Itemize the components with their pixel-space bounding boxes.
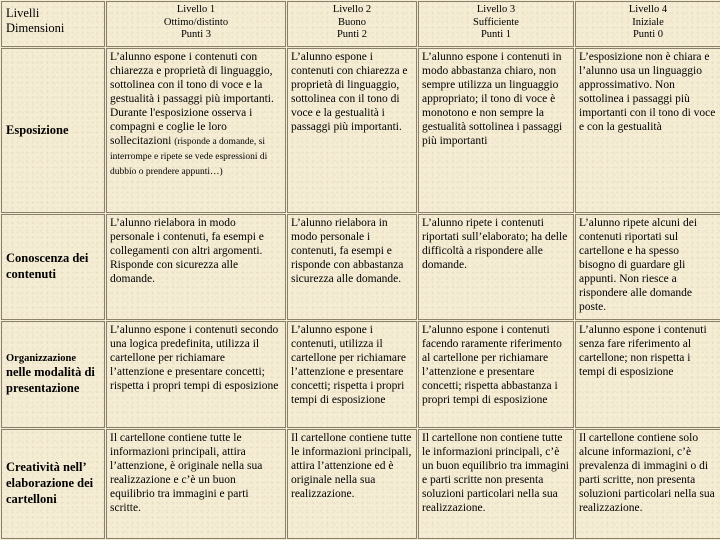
- dimension-esposizione: [1, 48, 105, 213]
- row-organizzazione: [1, 321, 720, 427]
- cell-organizzazione-level-4: [575, 321, 720, 427]
- cell-conoscenza-level-4: [575, 214, 720, 320]
- level-points: Punti 2: [336, 29, 368, 41]
- cell-note: (risponde a domande, si interrompe e ripete se vede espressioni di dubbio o prendere appunti…): [110, 137, 268, 177]
- cell-text: Il cartellone contiene tutte le informazioni principali, attira l’attenzione, è originale nella sua realizzazione e c’è un buon equilibrio tra immagini e parti scritte.: [110, 431, 263, 514]
- cell-creativita-level-2: [287, 429, 417, 539]
- cell-organizzazione-level-2: [287, 321, 417, 427]
- cell-organizzazione-level-1: [106, 321, 286, 427]
- header-row: [1, 1, 720, 47]
- cell-esposizione-level-3: [418, 48, 574, 213]
- cell-text: L’alunno espone i contenuti con chiarezza e proprietà di linguaggio, sottolinea con il tono di voce e la gestualità i passaggi più importanti.: [291, 51, 408, 134]
- dimension-organizzazione: [1, 321, 105, 427]
- cell-text: L’alunno rielabora in modo personale i contenuti, fa esempi e collegamenti con altri argomenti. Risponde con sicurezza alle domande.: [110, 216, 264, 285]
- cell-text: L’alunno espone i contenuti con chiarezza e proprietà di linguaggio, sottolinea con il tono di voce e la gestualità i passaggi più importanti. Durante l'esposizione osserva i compagni e coglie le loro sollecitazioni: [110, 51, 274, 148]
- cell-text: L’esposizione non è chiara e l’alunno usa un linguaggio approssimativo. Non sottolinea i passaggi più importanti con il tono di voce e con la gestualità: [579, 51, 716, 134]
- level-name: Sufficiente: [473, 16, 519, 28]
- level-name: Ottimo/distinto: [163, 16, 229, 28]
- cell-conoscenza-level-3: [418, 214, 574, 320]
- level-4-header: [575, 1, 720, 47]
- dimension-label: Esposizione: [6, 122, 69, 137]
- level-title: Livello 3: [476, 4, 516, 15]
- cell-text: Il cartellone non contiene tutte le informazioni principali, c’è un buon equilibrio tra immagini e parti scritte non presenta soluzioni particolari nella sua realizzazione.: [422, 431, 569, 514]
- cell-creativita-level-4: [575, 429, 720, 539]
- cell-organizzazione-level-3: [418, 321, 574, 427]
- cell-text: L’alunno espone i contenuti in modo abbastanza chiaro, non sempre utilizza un linguaggio appropriato; il tono di voce è monotono e non sempre la gestualità sottolinea i passaggi più importanti: [422, 51, 563, 148]
- dimension-label: nelle modalità di presentazione: [6, 365, 95, 395]
- cell-text: Il cartellone contiene tutte le informazioni principali, attira l’attenzione ed è originale nella sua realizzazione.: [291, 431, 412, 500]
- dimension-creativita: [1, 429, 105, 539]
- cell-text: L’alunno ripete alcuni dei contenuti riportati sul cartellone e ha spesso bisogno di guardare gli appunti. Non riesce a rispondere alle domande poste.: [579, 216, 698, 313]
- cell-creativita-level-3: [418, 429, 574, 539]
- cell-conoscenza-level-2: [287, 214, 417, 320]
- level-title: Livello 4: [628, 4, 668, 15]
- cell-text: L’alunno rielabora in modo personale i contenuti, fa esempi e risponde con abbastanza sicurezza alle domande.: [291, 216, 404, 285]
- cell-esposizione-level-2: [287, 48, 417, 213]
- cell-text: L’alunno espone i contenuti senza fare riferimento al cartellone; non rispetta i tempi di esposizione: [579, 324, 707, 379]
- cell-creativita-level-1: [106, 429, 286, 539]
- level-name: Buono: [337, 16, 366, 28]
- level-1-header: [106, 1, 286, 47]
- dimension-label-small: Organizzazione: [6, 353, 76, 365]
- level-title: Livello 1: [176, 4, 216, 15]
- level-points: Punti 1: [480, 29, 512, 41]
- cell-conoscenza-level-1: [106, 214, 286, 320]
- cell-text: L’alunno ripete i contenuti riportati sull’elaborato; ha delle difficoltà a rispondere alle domande.: [422, 216, 568, 271]
- row-creativita: [1, 429, 720, 539]
- level-points: Punti 0: [632, 29, 664, 41]
- cell-esposizione-level-4: [575, 48, 720, 213]
- level-3-header: [418, 1, 574, 47]
- level-points: Punti 3: [180, 29, 212, 41]
- level-title: Livello 2: [332, 4, 372, 15]
- corner-livelli: Livelli: [6, 6, 40, 20]
- cell-esposizione-level-1: [106, 48, 286, 213]
- row-esposizione: [1, 48, 720, 213]
- corner-dimensioni: Dimensioni: [6, 21, 65, 36]
- cell-text: L’alunno espone i contenuti secondo una logica predefinita, utilizza il cartellone per richiamare l’attenzione e presentare concetti; rispetta i propri tempi di esposizione: [110, 324, 279, 393]
- dimension-conoscenza: [1, 214, 105, 320]
- cell-text: Il cartellone contiene solo alcune informazioni, c’è prevalenza di immagini o di parti scritte, non presenta soluzioni particolari nella sua realizzazione.: [579, 431, 715, 514]
- cell-text: L’alunno espone i contenuti, utilizza il cartellone per richiamare l’attenzione e presentare concetti; rispetta i propri tempi di esposizione: [291, 324, 406, 407]
- row-conoscenza: [1, 214, 720, 320]
- corner-cell: [1, 1, 105, 47]
- level-name: Iniziale: [632, 16, 664, 28]
- dimension-label: Creatività nell’ elaborazione dei cartelloni: [6, 460, 94, 506]
- level-2-header: [287, 1, 417, 47]
- cell-text: L’alunno espone i contenuti facendo raramente riferimento al cartellone per richiamare l’attenzione e presentare concetti; rispetta abbastanza i propri tempi di esposizione: [422, 324, 562, 407]
- dimension-label: Conoscenza dei contenuti: [6, 251, 89, 281]
